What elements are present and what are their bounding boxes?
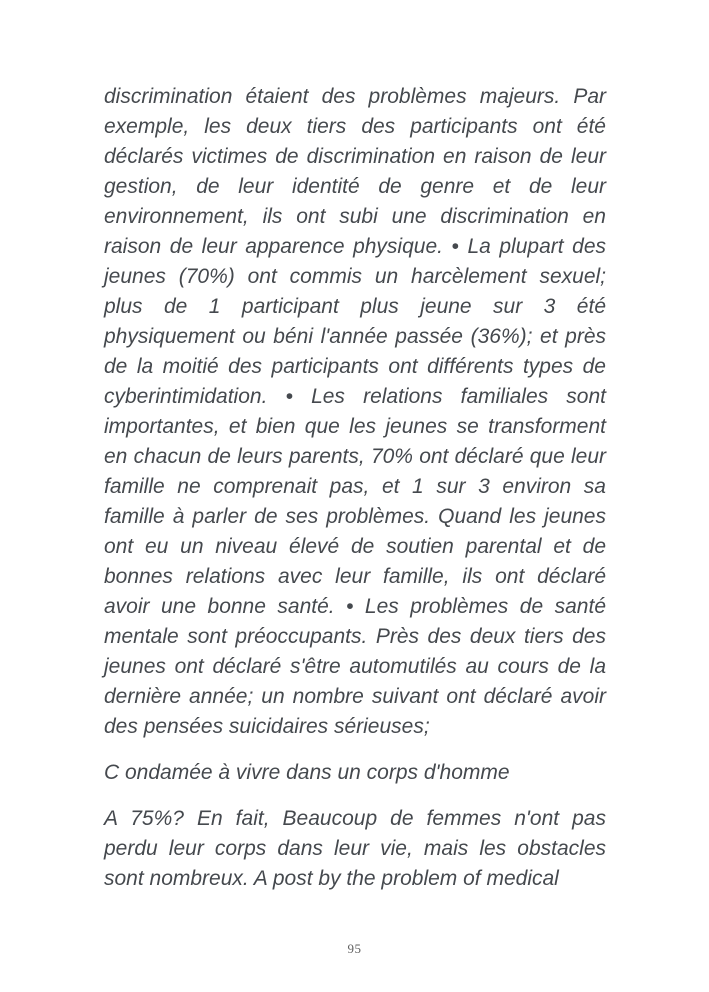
text-block [104,82,606,910]
body-paragraph: discrimination étaient des problèmes majeurs. Par exemple, les deux tiers des participants ont été déclarés victimes de discrimination en raison de leur gestion, de leur identité de genre et de leur environnement, ils ont subi une discrimination en raison de leur apparence physique. • La plupart des jeunes (70%) ont commis un harcèlement sexuel; plus de 1 participant plus jeune sur 3 été physiquement ou béni l'année passée (36%); et près de la moitié des participants ont différents types de cyberintimidation. • Les relations familiales sont importantes, et bien que les jeunes se transforment en chacun de leurs parents, 70% ont déclaré que leur famille ne comprenait pas, et 1 sur 3 environ sa famille à parler de ses problèmes. Quand les jeunes ont eu un niveau élevé de soutien parental et de bonnes relations avec leur famille, ils ont déclaré avoir une bonne santé. • Les problèmes de santé mentale sont préoccupants. Près des deux tiers des jeunes ont déclaré s'être automutilés au cours de la dernière année; un nombre suivant ont déclaré avoir des pensées suicidaires sérieuses; [104,85,606,738]
page-number: 95 [347,941,362,956]
section-heading: C ondamée à vivre dans un corps d'homme [104,761,510,784]
body-paragraph: A 75%? En fait, Beaucoup de femmes n'ont pas perdu leur corps dans leur vie, mais les obstacles sont nombreux. A post by the problem of medical [104,807,606,890]
